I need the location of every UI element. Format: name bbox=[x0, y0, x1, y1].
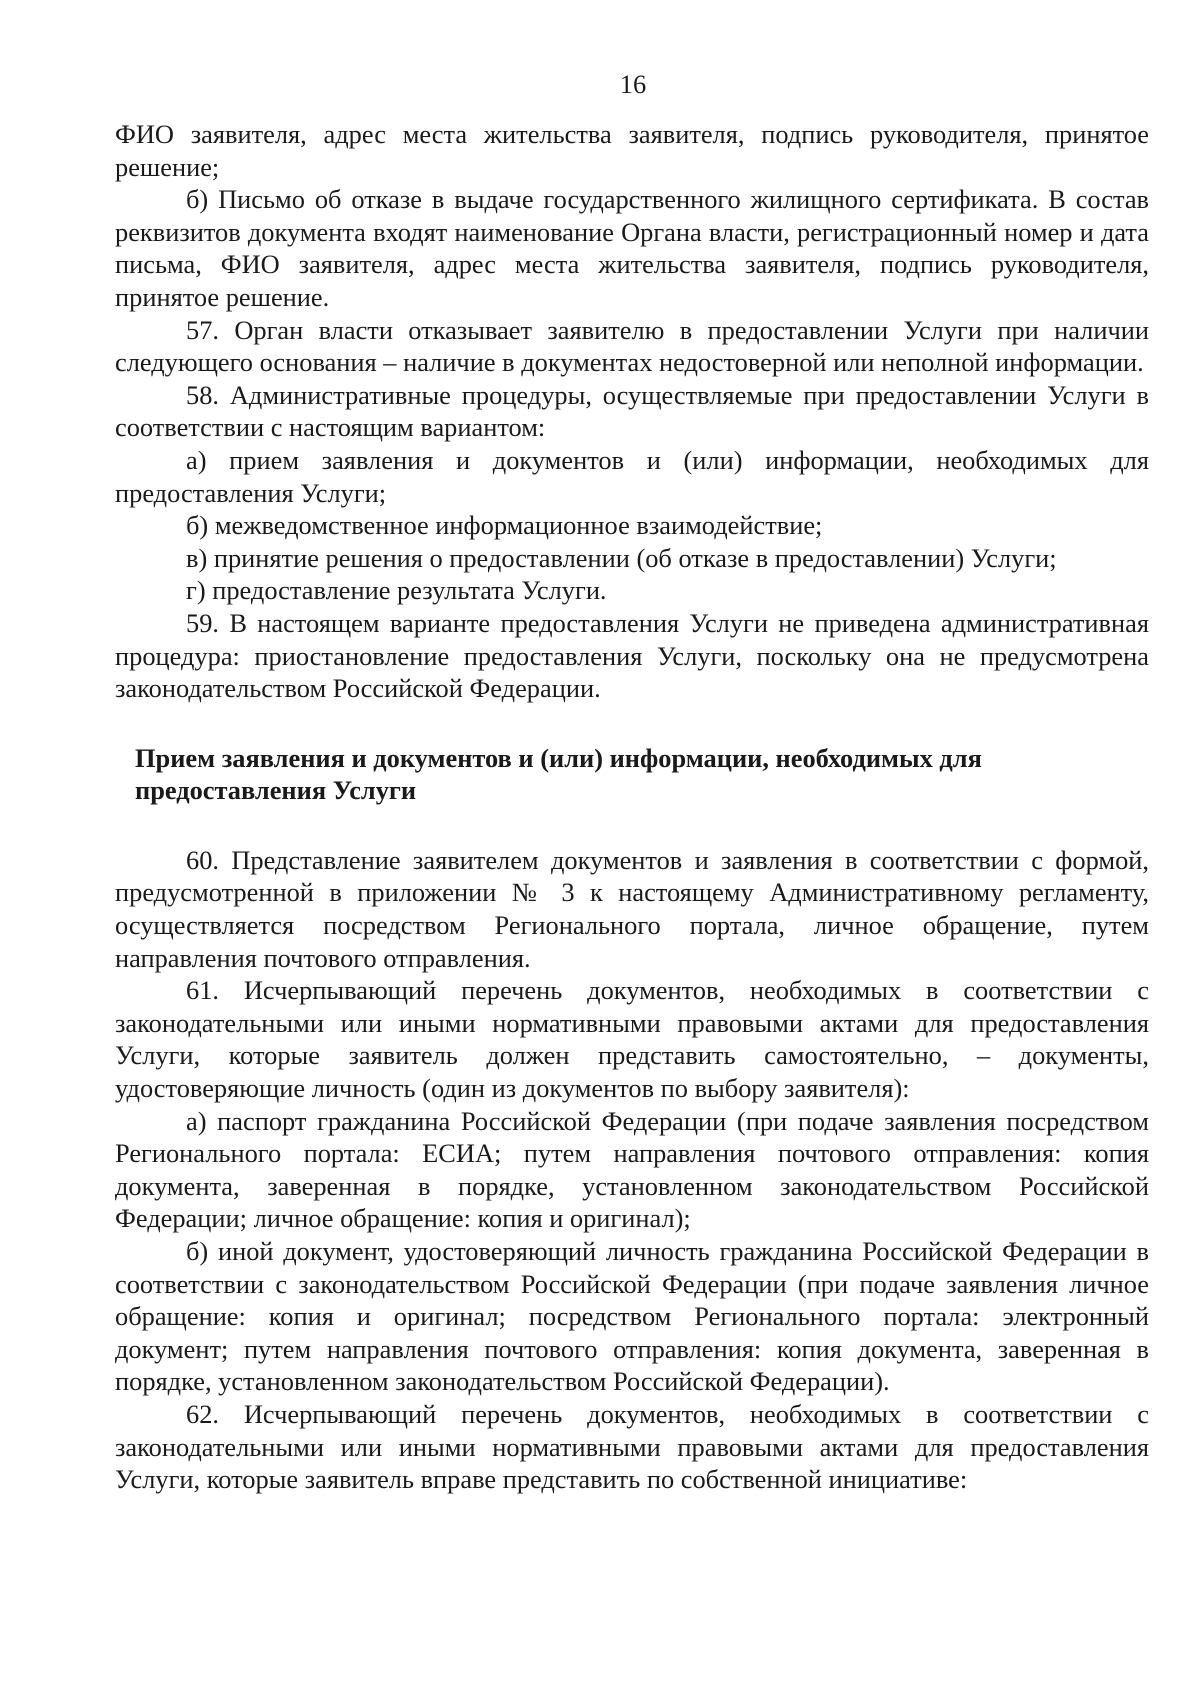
paragraph-p-61a: а) паспорт гражданина Российской Федерации (при подаче заявления посредством Регионального портала: ЕСИА; путем направления почтового отправления: копия документа, заверенная в порядке, установленном законодательством Российской Федерации; личное обращение: копия и оригинал); bbox=[115, 1105, 1149, 1234]
paragraph-p-58v: в) принятие решения о предоставлении (об отказе в предоставлении) Услуги; bbox=[186, 542, 1057, 573]
paragraph-p-59: 59. В настоящем варианте предоставления Услуги не приведена административная процедура: приостановление предоставления Услуги, поскольку она не предусмотрена законодательством Российской Федерации. bbox=[115, 607, 1149, 704]
paragraph-p-56b: б) Письмо об отказе в выдаче государственного жилищного сертификата. В состав реквизитов документа входят наименование Органа власти, регистрационный номер и дата письма, ФИО заявителя, адрес места жительства заявителя, подпись руководителя, принятое решение. bbox=[115, 184, 1149, 312]
paragraph-p-continuation: ФИО заявителя, адрес места жительства заявителя, подпись руководителя, принятое решение; bbox=[115, 119, 1149, 182]
section-heading-line-1: Прием заявления и документов и (или) информации, необходимых для bbox=[135, 742, 982, 773]
paragraph-p-58: 58. Административные процедуры, осуществляемые при предоставлении Услуги в соответствии с настоящим вариантом: bbox=[115, 379, 1149, 443]
paragraph-p-61: 61. Исчерпывающий перечень документов, необходимых в соответствии с законодательными или иными нормативными правовыми актами для предоставления Услуги, которые заявитель должен представить самостоятельно, – документы, удостоверяющие личность (один из документов по выбору заявителя): bbox=[115, 975, 1149, 1104]
paragraph-group-bottom bbox=[115, 844, 1149, 1496]
section-heading-line-2: предоставления Услуги bbox=[135, 775, 417, 806]
document-body bbox=[115, 118, 1149, 1496]
paragraph-p-58g: г) предоставление результата Услуги. bbox=[186, 575, 607, 606]
paragraph-p-58b: б) межведомственное информационное взаимодействие; bbox=[186, 510, 823, 541]
paragraph-p-62: 62. Исчерпывающий перечень документов, необходимых в соответствии с законодательными или иными нормативными правовыми актами для предоставления Услуги, которые заявитель вправе представить по собственной инициативе: bbox=[115, 1398, 1149, 1495]
page-number: 16 bbox=[619, 69, 647, 99]
section-heading bbox=[115, 742, 1149, 807]
paragraph-p-60: 60. Представление заявителем документов и заявления в соответствии с формой, предусмотренной в приложении № 3 к настоящему Административному регламенту, осуществляется посредством Регионального портала, личное обращение, путем направления почтового отправления. bbox=[115, 844, 1149, 973]
paragraph-p-61b: б) иной документ, удостоверяющий личность гражданина Российской Федерации в соответствии с законодательством Российской Федерации (при подаче заявления личное обращение: копия и оригинал; посредством Регионального портала: электронный документ; путем направления почтового отправления: копия документа, заверенная в порядке, установленном законодательством Российской Федерации). bbox=[115, 1236, 1149, 1397]
paragraph-p-57: 57. Орган власти отказывает заявителю в предоставлении Услуги при наличии следующего основания – наличие в документах недостоверной или неполной информации. bbox=[115, 314, 1149, 378]
paragraph-p-58a: а) прием заявления и документов и (или) информации, необходимых для предоставления Услуги; bbox=[115, 444, 1149, 508]
paragraph-group-top bbox=[115, 118, 1149, 705]
